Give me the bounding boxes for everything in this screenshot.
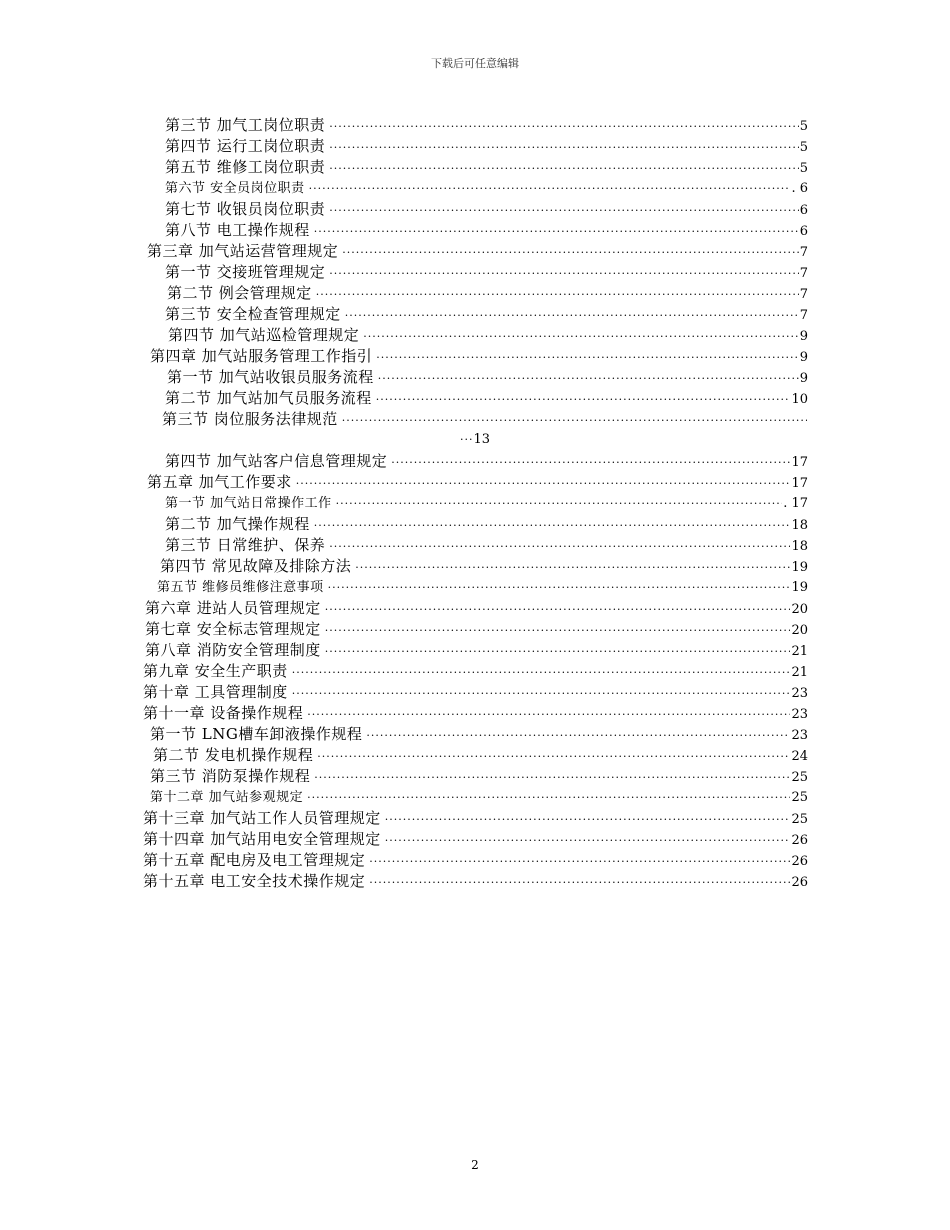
toc-entry-title: 第十五章 配电房及电工管理规定 bbox=[143, 851, 366, 869]
toc-page-number: 9 bbox=[799, 371, 808, 386]
toc-page-number: 5 bbox=[799, 161, 808, 176]
toc-leader bbox=[363, 326, 798, 347]
toc-leader bbox=[329, 116, 798, 137]
toc-entry[interactable] bbox=[165, 388, 808, 409]
toc-leader bbox=[314, 221, 799, 242]
toc-leader bbox=[385, 809, 791, 830]
toc-entry[interactable] bbox=[143, 829, 808, 850]
toc-page-number: 24 bbox=[791, 749, 808, 764]
toc-entry[interactable] bbox=[165, 136, 808, 157]
toc-page-number: 17 bbox=[791, 455, 808, 470]
toc-leader bbox=[385, 830, 791, 851]
toc-entry-title: 第十一章 设备操作规程 bbox=[143, 704, 304, 722]
toc-leader bbox=[329, 137, 798, 158]
toc-entry[interactable] bbox=[145, 640, 808, 661]
toc-leader bbox=[376, 347, 798, 368]
toc-entry[interactable] bbox=[143, 850, 808, 871]
toc-page-number: 6 bbox=[799, 224, 808, 239]
toc-page-number: 7 bbox=[799, 287, 808, 302]
toc-leader bbox=[376, 389, 791, 410]
toc-page-number: 26 bbox=[791, 854, 808, 869]
toc-page-number: 19 bbox=[791, 580, 808, 595]
toc-page-number: 25 bbox=[791, 790, 808, 805]
toc-page-number: 25 bbox=[791, 812, 808, 827]
toc-entry-title: 第五节 维修工岗位职责 bbox=[165, 158, 326, 176]
toc-page-number: 13 bbox=[473, 432, 491, 447]
toc-entry-title: 第三节 消防泵操作规程 bbox=[150, 767, 311, 785]
toc-entry[interactable] bbox=[165, 178, 808, 199]
toc-entry[interactable] bbox=[153, 745, 808, 766]
page-number: 2 bbox=[471, 1158, 479, 1172]
toc-entry-title: 第九章 安全生产职责 bbox=[143, 662, 288, 680]
toc-entry-title: 第二节 例会管理规定 bbox=[167, 284, 312, 302]
toc-page-number: 26 bbox=[791, 833, 808, 848]
toc-entry[interactable] bbox=[143, 871, 808, 892]
toc-page-number: 5 bbox=[799, 140, 808, 155]
toc-entry[interactable] bbox=[165, 115, 808, 136]
toc-page-number: 21 bbox=[791, 644, 808, 659]
toc-page-number: 20 bbox=[791, 623, 808, 638]
toc-entry-title: 第十二章 加气站参观规定 bbox=[150, 790, 304, 805]
toc-page-number: 23 bbox=[791, 686, 808, 701]
toc-entry-title: 第七节 收银员岗位职责 bbox=[165, 200, 326, 218]
toc-leader: ··· bbox=[460, 433, 474, 446]
toc-entry-title: 第一节 加气站日常操作工作 bbox=[165, 496, 332, 511]
toc-leader bbox=[325, 620, 791, 641]
toc-leader bbox=[314, 515, 791, 536]
toc-page-number: 23 bbox=[791, 707, 808, 722]
toc-entry-title: 第七章 安全标志管理规定 bbox=[145, 620, 321, 638]
toc-leader bbox=[329, 158, 798, 179]
toc-entry[interactable] bbox=[150, 346, 808, 367]
toc-leader bbox=[329, 263, 798, 284]
toc-page-number: 7 bbox=[799, 308, 808, 323]
toc-entry[interactable] bbox=[165, 535, 808, 556]
toc-leader bbox=[307, 704, 790, 725]
toc-entry-title: 第五节 维修员维修注意事项 bbox=[157, 580, 324, 595]
toc-entry-title: 第三节 岗位服务法律规范 bbox=[162, 410, 338, 428]
toc-entry-title: 第二节 加气站加气员服务流程 bbox=[165, 389, 372, 407]
toc-entry[interactable] bbox=[168, 325, 808, 346]
toc-page-number: . 6 bbox=[791, 181, 808, 196]
toc-leader bbox=[292, 683, 791, 704]
toc-entry[interactable] bbox=[167, 283, 808, 304]
toc-leader bbox=[317, 746, 790, 767]
toc-entry[interactable] bbox=[165, 199, 808, 220]
toc-leader bbox=[342, 410, 807, 431]
toc-entry[interactable] bbox=[150, 787, 808, 808]
toc-page-number: 10 bbox=[791, 392, 808, 407]
toc-leader bbox=[329, 200, 798, 221]
toc-leader bbox=[355, 557, 790, 578]
toc-entry-title: 第三节 加气工岗位职责 bbox=[165, 116, 326, 134]
toc-entry-title: 第十章 工具管理制度 bbox=[143, 683, 288, 701]
toc-leader bbox=[309, 178, 791, 199]
toc-entry[interactable] bbox=[143, 808, 808, 829]
toc-leader bbox=[342, 242, 798, 263]
toc-leader bbox=[369, 851, 790, 872]
toc-page-number: 18 bbox=[791, 518, 808, 533]
toc-entry-title: 第十四章 加气站用电安全管理规定 bbox=[143, 830, 381, 848]
toc-entry-title: 第一节 加气站收银员服务流程 bbox=[167, 368, 374, 386]
toc-entry-title: 第六节 安全员岗位职责 bbox=[165, 181, 305, 196]
toc-entry-title: 第四节 加气站客户信息管理规定 bbox=[165, 452, 388, 470]
toc-entry[interactable] bbox=[150, 724, 808, 745]
toc-leader bbox=[391, 452, 790, 473]
toc-leader bbox=[328, 577, 791, 598]
toc-leader bbox=[307, 787, 790, 808]
toc-leader bbox=[292, 662, 791, 683]
toc-entry-title: 第四章 加气站服务管理工作指引 bbox=[150, 347, 373, 365]
toc-entry[interactable] bbox=[157, 577, 808, 598]
toc-entry[interactable] bbox=[167, 367, 808, 388]
toc-leader bbox=[345, 305, 799, 326]
toc-entry[interactable] bbox=[165, 493, 808, 514]
toc-entry-title: 第二节 加气操作规程 bbox=[165, 515, 310, 533]
toc-entry[interactable] bbox=[165, 157, 808, 178]
toc-leader bbox=[378, 368, 799, 389]
toc-page-number: 26 bbox=[791, 875, 808, 890]
toc-continuation bbox=[460, 429, 490, 450]
toc-entry[interactable] bbox=[147, 472, 808, 493]
toc-leader bbox=[329, 536, 790, 557]
toc-entry[interactable] bbox=[143, 661, 808, 682]
toc-entry[interactable] bbox=[150, 766, 808, 787]
toc-entry-title: 第五章 加气工作要求 bbox=[147, 473, 292, 491]
toc-entry-title: 第四节 加气站巡检管理规定 bbox=[168, 326, 360, 344]
toc-entry-title: 第三节 安全检查管理规定 bbox=[165, 305, 341, 323]
toc-leader bbox=[325, 599, 791, 620]
toc-entry[interactable] bbox=[165, 514, 808, 535]
toc-page-number: 9 bbox=[799, 329, 808, 344]
toc-entry[interactable] bbox=[143, 703, 808, 724]
toc-entry-title: 第一节 交接班管理规定 bbox=[165, 263, 326, 281]
toc-page-number: 19 bbox=[791, 560, 808, 575]
toc-entry[interactable] bbox=[160, 556, 808, 577]
toc-entry[interactable] bbox=[145, 619, 808, 640]
toc-leader bbox=[369, 872, 790, 893]
toc-page-number: 25 bbox=[791, 770, 808, 785]
toc-entry-title: 第六章 进站人员管理规定 bbox=[145, 599, 321, 617]
toc-entry-title: 第三章 加气站运营管理规定 bbox=[147, 242, 339, 260]
toc-entry-title: 第二节 发电机操作规程 bbox=[153, 746, 314, 764]
toc-page-number: 17 bbox=[791, 476, 808, 491]
toc-entry[interactable] bbox=[147, 241, 808, 262]
toc-entry[interactable] bbox=[162, 409, 808, 430]
toc-entry[interactable] bbox=[165, 451, 808, 472]
toc-page-number: 7 bbox=[799, 266, 808, 281]
toc-page-number: 23 bbox=[791, 728, 808, 743]
toc-page-number: 18 bbox=[791, 539, 808, 554]
toc-entry[interactable] bbox=[165, 262, 808, 283]
toc-page-number: 9 bbox=[799, 350, 808, 365]
toc-leader bbox=[366, 725, 790, 746]
toc-entry-title: 第十三章 加气站工作人员管理规定 bbox=[143, 809, 381, 827]
toc-entry[interactable] bbox=[165, 304, 808, 325]
toc-leader bbox=[325, 641, 791, 662]
toc-entry-title: 第四节 常见故障及排除方法 bbox=[160, 557, 352, 575]
toc-entry-title: 第三节 日常维护、保养 bbox=[165, 536, 326, 554]
toc-leader bbox=[314, 767, 790, 788]
toc-page-number: 7 bbox=[799, 245, 808, 260]
page-header: 下载后可任意编辑 bbox=[431, 57, 519, 70]
toc-entry[interactable] bbox=[145, 598, 808, 619]
toc-entry[interactable] bbox=[165, 220, 808, 241]
toc-page-number: . 17 bbox=[783, 496, 808, 511]
toc-entry-title: 第四节 运行工岗位职责 bbox=[165, 137, 326, 155]
toc-leader bbox=[316, 284, 799, 305]
toc-page-number: 6 bbox=[799, 203, 808, 218]
toc-leader bbox=[336, 493, 783, 514]
toc-entry-title: 第一节 LNG槽车卸液操作规程 bbox=[150, 725, 363, 743]
toc-page-number: 21 bbox=[791, 665, 808, 680]
toc-entry-title: 第十五章 电工安全技术操作规定 bbox=[143, 872, 366, 890]
toc-entry-title: 第八章 消防安全管理制度 bbox=[145, 641, 321, 659]
toc-page-number: 20 bbox=[791, 602, 808, 617]
toc-leader bbox=[296, 473, 791, 494]
toc-entry[interactable] bbox=[143, 682, 808, 703]
toc-entry-title: 第八节 电工操作规程 bbox=[165, 221, 310, 239]
toc-page-number: 5 bbox=[799, 119, 808, 134]
